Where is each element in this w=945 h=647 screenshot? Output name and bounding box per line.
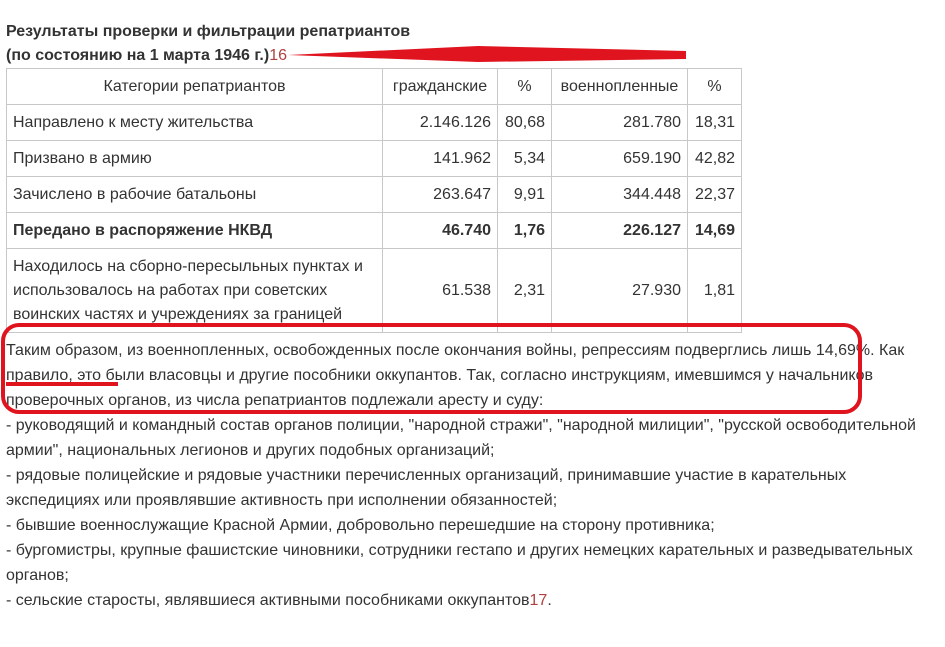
cell-pows: 281.780 bbox=[552, 105, 688, 141]
cell-pow-percent: 22,37 bbox=[688, 177, 742, 213]
list-item-text: - сельские старосты, являвшиеся активными пособниками оккупантов bbox=[6, 592, 530, 609]
section-subtitle bbox=[6, 46, 287, 66]
cell-pows: 27.930 bbox=[552, 249, 688, 333]
list-item-last bbox=[6, 588, 936, 613]
col-header-category: Категории репатриантов bbox=[7, 69, 383, 105]
cell-civ-percent: 1,76 bbox=[498, 213, 552, 249]
cell-category: Призвано в армию bbox=[7, 141, 383, 177]
article-body bbox=[6, 338, 936, 613]
list-item: - бургомистры, крупные фашистские чиновники, сотрудники гестапо и других немецких карательных и разведывательных органов; bbox=[6, 542, 913, 584]
table-row bbox=[7, 105, 742, 141]
list-item-end: . bbox=[547, 592, 552, 609]
cell-civ-percent: 9,91 bbox=[498, 177, 552, 213]
cell-pows: 659.190 bbox=[552, 141, 688, 177]
col-header-civilians: гражданские bbox=[383, 69, 498, 105]
section-title: Результаты проверки и фильтрации репатриантов bbox=[6, 23, 411, 40]
red-arrow-marker bbox=[288, 46, 686, 62]
table-row-nkvd bbox=[7, 213, 742, 249]
col-header-civ-percent: % bbox=[498, 69, 552, 105]
cell-pow-percent: 14,69 bbox=[688, 213, 742, 249]
footnote-ref-16[interactable]: 16 bbox=[269, 47, 287, 64]
cell-pow-percent: 42,82 bbox=[688, 141, 742, 177]
subtitle-text: (по состоянию на 1 марта 1946 г.) bbox=[6, 47, 270, 64]
cell-civilians: 141.962 bbox=[383, 141, 498, 177]
cell-pow-percent: 18,31 bbox=[688, 105, 742, 141]
cell-civilians: 263.647 bbox=[383, 177, 498, 213]
cell-civ-percent: 5,34 bbox=[498, 141, 552, 177]
cell-pows: 226.127 bbox=[552, 213, 688, 249]
cell-category: Направлено к месту жительства bbox=[7, 105, 383, 141]
list-item: - бывшие военнослужащие Красной Армии, добровольно перешедшие на сторону противника; bbox=[6, 517, 715, 534]
cell-civ-percent: 80,68 bbox=[498, 105, 552, 141]
cell-category: Зачислено в рабочие батальоны bbox=[7, 177, 383, 213]
table-header-row bbox=[7, 69, 742, 105]
repatriates-table bbox=[6, 68, 742, 333]
cell-category: Находилось на сборно-пересыльных пунктах и использовалось на работах при советских воинских частях и учреждениях за границей bbox=[7, 249, 383, 333]
cell-category: Передано в распоряжение НКВД bbox=[7, 213, 383, 249]
cell-civ-percent: 2,31 bbox=[498, 249, 552, 333]
list-item: - рядовые полицейские и рядовые участники перечисленных организаций, принимавшие участие в карательных экспедициях или проявлявшие активность при исполнении обязанностей; bbox=[6, 467, 847, 509]
col-header-pow-percent: % bbox=[688, 69, 742, 105]
cell-civilians: 2.146.126 bbox=[383, 105, 498, 141]
col-header-pows: военнопленные bbox=[552, 69, 688, 105]
table-row bbox=[7, 141, 742, 177]
cell-pows: 344.448 bbox=[552, 177, 688, 213]
intro-paragraph: Таким образом, из военнопленных, освобожденных после окончания войны, репрессиям подверглись лишь 14,69%. Как правило, это были власовцы и другие пособники оккупантов. Так, согласно инструкциям, имевшимся у начальников проверочных органов, из числа репатриантов подлежали аресту и суду: bbox=[6, 342, 905, 409]
cell-civilians: 61.538 bbox=[383, 249, 498, 333]
table-row bbox=[7, 249, 742, 333]
list-item: - руководящий и командный состав органов полиции, "народной стражи", "народной милиции", "русской освободительной армии", национальных легионов и других подобных организаций; bbox=[6, 417, 916, 459]
table-row bbox=[7, 177, 742, 213]
cell-civilians: 46.740 bbox=[383, 213, 498, 249]
cell-pow-percent: 1,81 bbox=[688, 249, 742, 333]
footnote-ref-17[interactable]: 17 bbox=[529, 592, 548, 609]
